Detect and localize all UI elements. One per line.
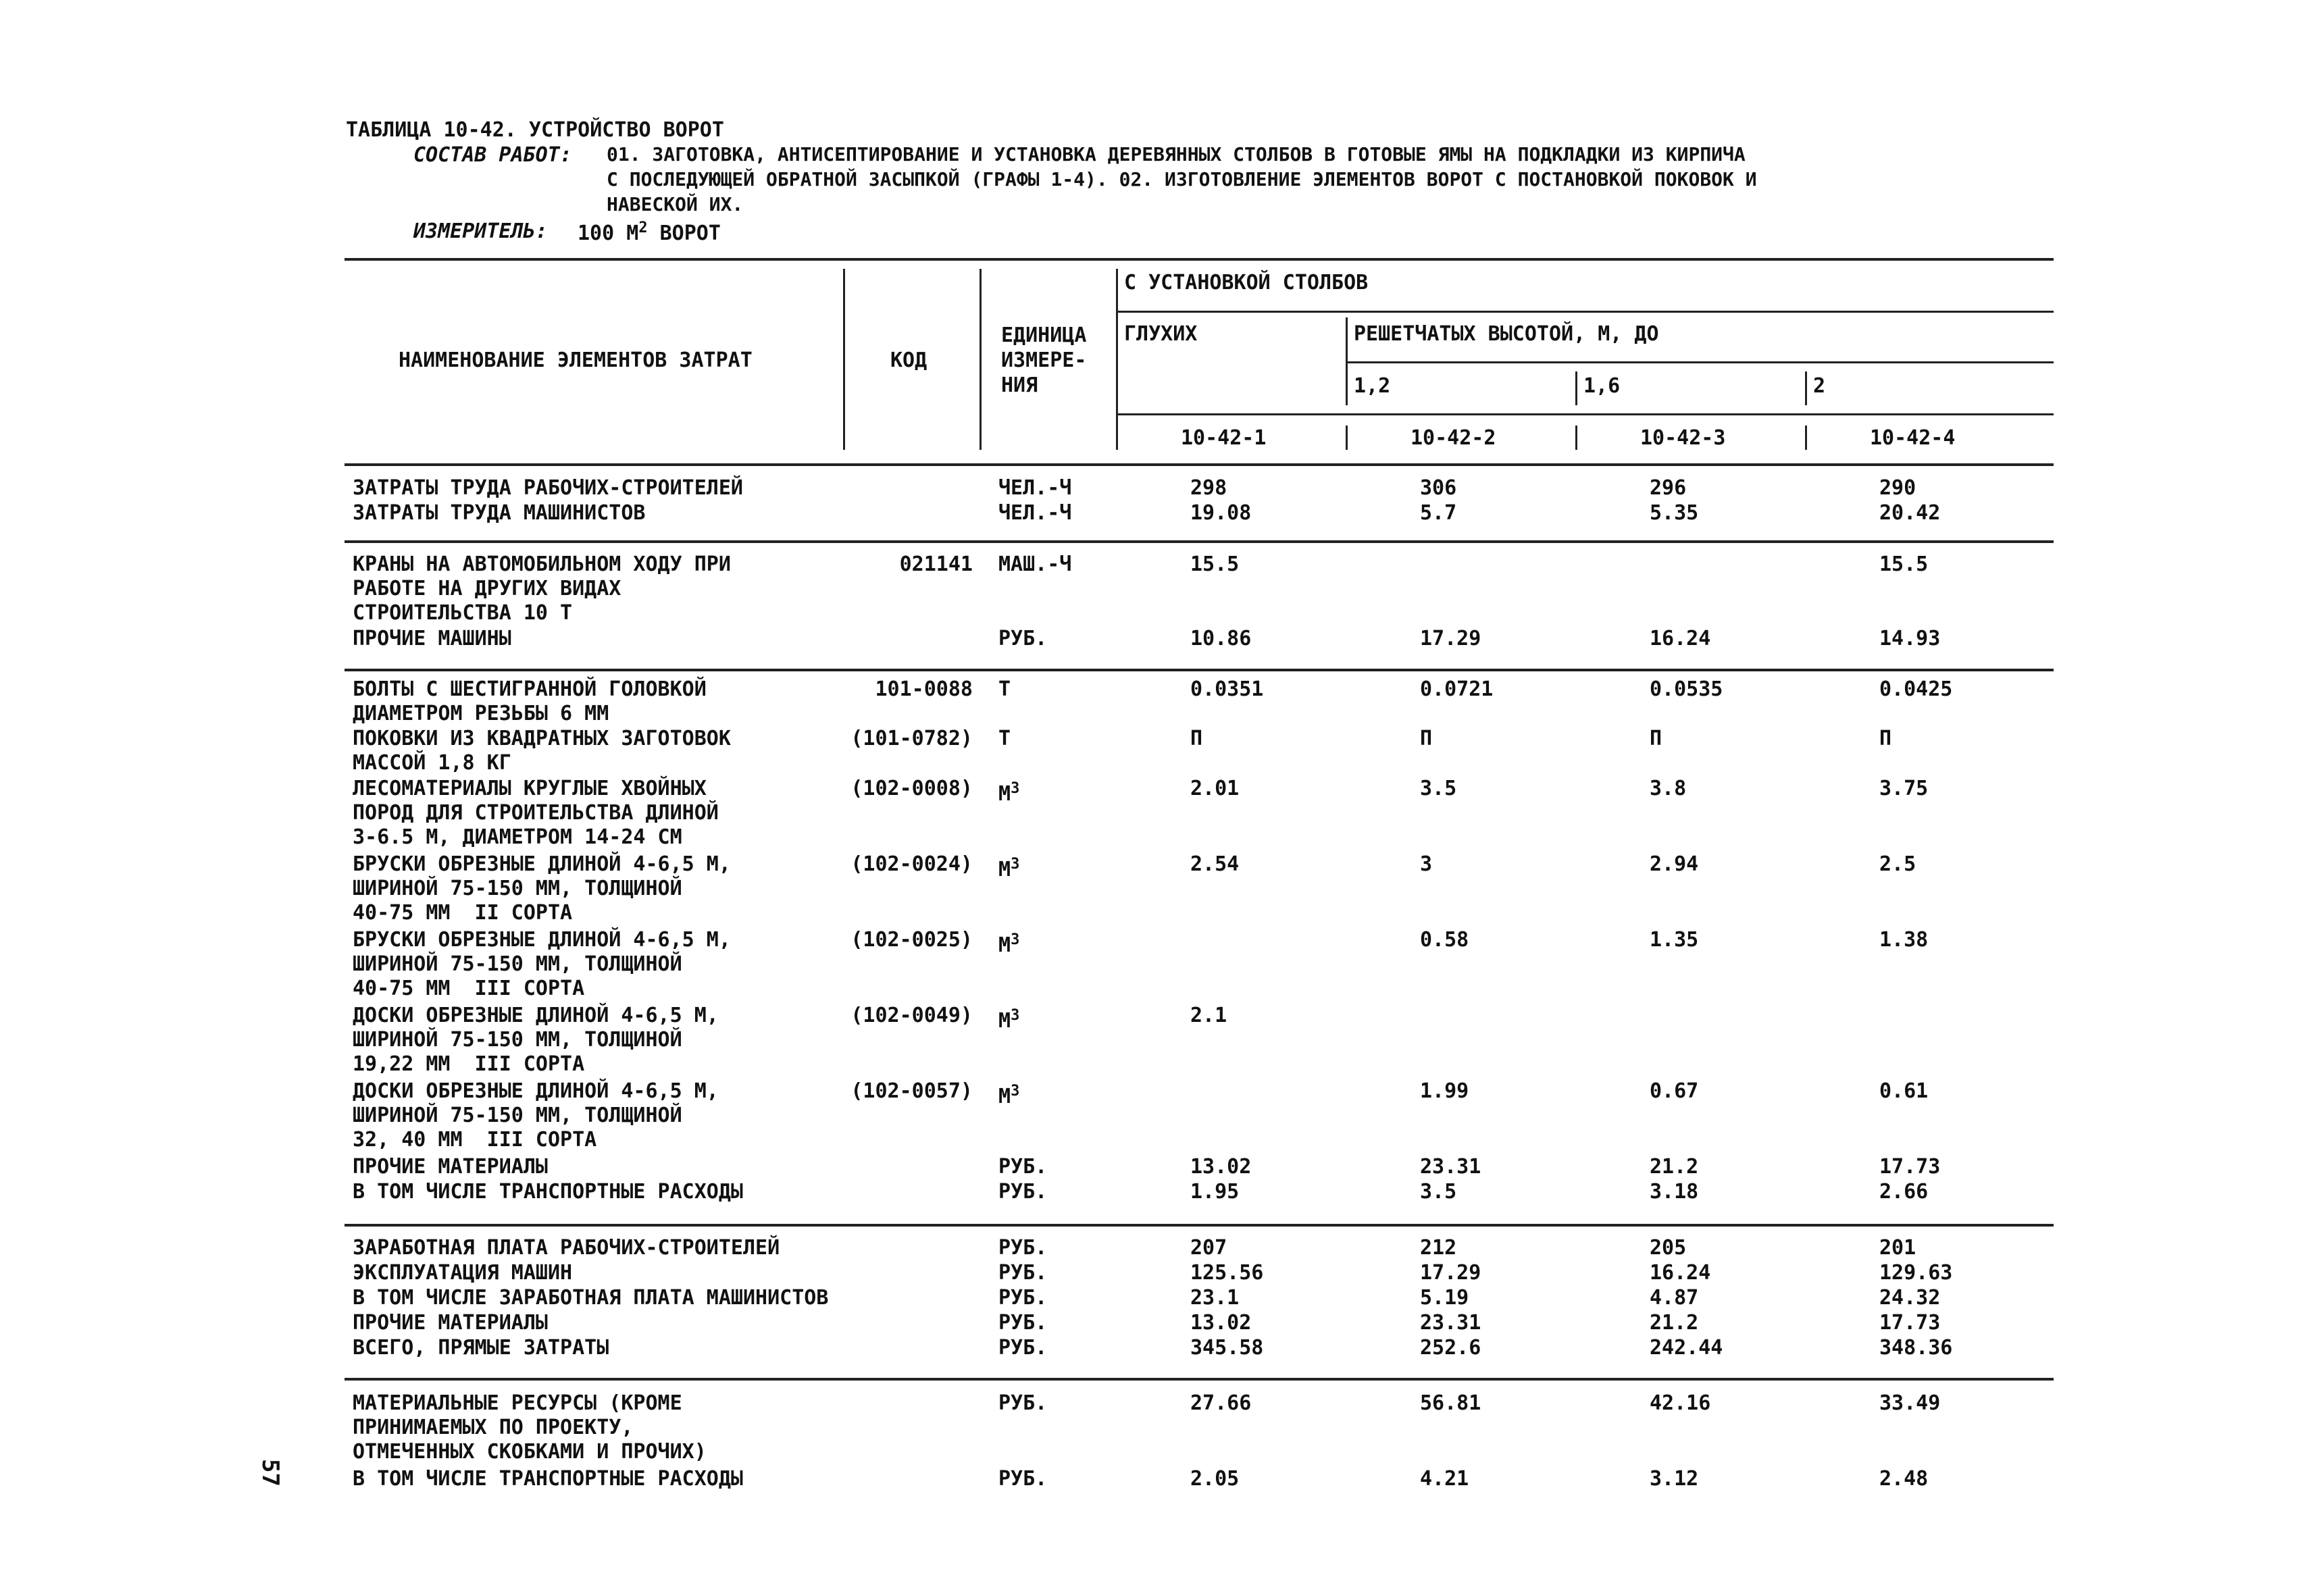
row-value-2: 56.81	[1420, 1391, 1481, 1415]
row-unit: РУБ.	[998, 1261, 1048, 1285]
row-name: БОЛТЫ С ШЕСТИГРАННОЙ ГОЛОВКОЙ ДИАМЕТРОМ РЕЗЬБЫ 6 ММ	[353, 677, 707, 725]
row-name: ПРОЧИЕ МАТЕРИАЛЫ	[353, 1311, 548, 1335]
row-code: (101-0782)	[850, 727, 973, 750]
row-value-3: 4.87	[1650, 1286, 1699, 1310]
row-value-2: 306	[1420, 476, 1457, 500]
row-code: (102-0024)	[850, 852, 973, 876]
row-unit	[998, 1079, 1019, 1109]
col-name-header: НАИМЕНОВАНИЕ ЭЛЕМЕНТОВ ЗАТРАТ	[399, 349, 753, 372]
row-value-1: 23.1	[1190, 1286, 1240, 1310]
row-value-2: 5.7	[1420, 501, 1457, 525]
row-value-3: 1.35	[1650, 928, 1699, 952]
row-unit: РУБ.	[998, 1155, 1048, 1179]
row-name: МАТЕРИАЛЬНЫЕ РЕСУРСЫ (КРОМЕ ПРИНИМАЕМЫХ ПО ПРОЕКТУ, ОТМЕЧЕННЫХ СКОБКАМИ И ПРОЧИХ)	[353, 1391, 707, 1464]
row-value-3: 242.44	[1650, 1336, 1723, 1360]
meter-unit: ВОРОТ	[659, 222, 721, 245]
row-value-4: 24.32	[1879, 1286, 1941, 1310]
row-value-4: 33.49	[1879, 1391, 1941, 1415]
row-unit: ЧЕЛ.-Ч	[998, 476, 1072, 500]
row-code: (102-0008)	[850, 777, 973, 800]
row-unit: РУБ.	[998, 627, 1048, 650]
unit-text: М	[998, 933, 1011, 957]
row-value-2: 4.21	[1420, 1467, 1469, 1491]
row-name: ЗАТРАТЫ ТРУДА МАШИНИСТОВ	[353, 501, 646, 525]
row-value-4: 129.63	[1879, 1261, 1953, 1285]
row-unit: РУБ.	[998, 1336, 1048, 1360]
header-sep-1	[843, 269, 845, 450]
header-line-lattice	[1346, 361, 2054, 363]
row-unit: РУБ.	[998, 1467, 1048, 1491]
code-col-4: 10-42-4	[1870, 426, 1956, 450]
row-name: ЛЕСОМАТЕРИАЛЫ КРУГЛЫЕ ХВОЙНЫХ ПОРОД ДЛЯ СТРОИТЕЛЬСТВА ДЛИНОЙ 3-6.5 М, ДИАМЕТРОМ 14-24 СМ	[353, 777, 719, 849]
row-value-1: 345.58	[1190, 1336, 1264, 1360]
row-value-2: 17.29	[1420, 1261, 1481, 1285]
row-value-1: 2.54	[1190, 852, 1240, 876]
meter-value	[578, 220, 721, 245]
row-unit: РУБ.	[998, 1180, 1048, 1204]
unit-superscript: 3	[1011, 1007, 1020, 1024]
header-line-codes	[1116, 413, 2054, 415]
row-value-2: П	[1420, 727, 1433, 750]
row-name: БРУСКИ ОБРЕЗНЫЕ ДЛИНОЙ 4-6,5 М, ШИРИНОЙ 75-150 ММ, ТОЛЩИНОЙ 40-75 ММ II СОРТА	[353, 852, 731, 925]
meter-number: 100 М	[578, 222, 639, 245]
unit-text: М	[998, 1009, 1011, 1033]
row-value-1: 10.86	[1190, 627, 1252, 650]
row-value-1: 13.02	[1190, 1311, 1252, 1335]
meter-label: ИЗМЕРИТЕЛЬ:	[413, 220, 548, 243]
row-value-3: 205	[1650, 1236, 1687, 1260]
lattice-header: РЕШЕТЧАТЫХ ВЫСОТОЙ, М, ДО	[1354, 322, 1659, 346]
row-value-4: 348.36	[1879, 1336, 1953, 1360]
row-unit	[998, 928, 1019, 958]
row-value-4: 0.0425	[1879, 677, 1953, 701]
row-value-1: 207	[1190, 1236, 1227, 1260]
row-value-2: 0.0721	[1420, 677, 1494, 701]
height-1-header: 1,2	[1354, 374, 1391, 398]
work-line-1: 01. ЗАГОТОВКА, АНТИСЕПТИРОВАНИЕ И УСТАНОВКА ДЕРЕВЯННЫХ СТОЛБОВ В ГОТОВЫЕ ЯМЫ НА ПОДКЛАДКИ ИЗ КИРПИЧА	[607, 143, 1746, 165]
section-rule-2	[345, 669, 2054, 671]
height-2-header: 1,6	[1583, 374, 1621, 398]
row-value-1: 15.5	[1190, 552, 1240, 576]
table-title: ТАБЛИЦА 10-42. УСТРОЙСТВО ВОРОТ	[346, 118, 724, 142]
row-value-4: 1.38	[1879, 928, 1929, 952]
col-unit-header-2: ИЗМЕРЕ-	[1001, 349, 1087, 372]
table-top-rule	[345, 258, 2054, 261]
row-value-2: 5.19	[1420, 1286, 1469, 1310]
row-value-1: 2.01	[1190, 777, 1240, 800]
header-bottom-rule	[345, 463, 2054, 466]
row-name: В ТОМ ЧИСЛЕ ТРАНСПОРТНЫЕ РАСХОДЫ	[353, 1467, 743, 1491]
row-value-4: 20.42	[1879, 501, 1941, 525]
row-value-4: 17.73	[1879, 1155, 1941, 1179]
row-value-3: 3.18	[1650, 1180, 1699, 1204]
section-rule-3	[345, 1224, 2054, 1227]
unit-superscript: 3	[1011, 856, 1020, 873]
row-code: 101-0088	[875, 677, 973, 701]
row-unit: РУБ.	[998, 1236, 1048, 1260]
row-unit: Т	[998, 727, 1011, 750]
work-label: СОСТАВ РАБОТ:	[413, 143, 572, 167]
unit-text: М	[998, 782, 1011, 806]
header-sep-2	[980, 269, 982, 450]
row-value-1: 298	[1190, 476, 1227, 500]
row-value-4: П	[1879, 727, 1892, 750]
row-value-4: 2.5	[1879, 852, 1916, 876]
row-code: 021141	[899, 552, 973, 576]
unit-superscript: 3	[1011, 780, 1020, 797]
unit-superscript: 3	[1011, 1083, 1020, 1100]
row-value-1: 2.05	[1190, 1467, 1240, 1491]
row-value-4: 15.5	[1879, 552, 1929, 576]
row-value-2: 3	[1420, 852, 1433, 876]
row-unit	[998, 777, 1019, 806]
row-value-2: 23.31	[1420, 1311, 1481, 1335]
section-rule-1	[345, 540, 2054, 543]
height-3-header: 2	[1813, 374, 1826, 398]
row-value-3: 0.0535	[1650, 677, 1723, 701]
code-col-1: 10-42-1	[1181, 426, 1267, 450]
row-unit: МАШ.-Ч	[998, 552, 1072, 576]
row-value-4: 2.48	[1879, 1467, 1929, 1491]
row-name: ВСЕГО, ПРЯМЫЕ ЗАТРАТЫ	[353, 1336, 609, 1360]
header-sep-7	[1575, 426, 1577, 450]
unit-superscript: 3	[1011, 931, 1020, 948]
row-value-1: 13.02	[1190, 1155, 1252, 1179]
row-code: (102-0049)	[850, 1004, 973, 1027]
row-value-3: 42.16	[1650, 1391, 1711, 1415]
row-unit: РУБ.	[998, 1391, 1048, 1415]
page-number: 57	[257, 1459, 284, 1487]
row-value-3: 3.8	[1650, 777, 1687, 800]
row-name: ЭКСПЛУАТАЦИЯ МАШИН	[353, 1261, 573, 1285]
row-unit: РУБ.	[998, 1286, 1048, 1310]
row-value-3: 0.67	[1650, 1079, 1699, 1103]
header-sep-8	[1805, 371, 1807, 405]
row-name: В ТОМ ЧИСЛЕ ЗАРАБОТНАЯ ПЛАТА МАШИНИСТОВ	[353, 1286, 829, 1310]
row-value-2: 1.99	[1420, 1079, 1469, 1103]
unit-text: М	[998, 858, 1011, 881]
row-name: КРАНЫ НА АВТОМОБИЛЬНОМ ХОДУ ПРИ РАБОТЕ НА ДРУГИХ ВИДАХ СТРОИТЕЛЬСТВА 10 Т	[353, 552, 731, 625]
blind-header: ГЛУХИХ	[1124, 322, 1198, 346]
row-value-2: 3.5	[1420, 777, 1457, 800]
row-value-3: 16.24	[1650, 627, 1711, 650]
header-sep-6	[1575, 371, 1577, 405]
row-value-4: 290	[1879, 476, 1916, 500]
meter-sup: 2	[638, 220, 648, 236]
row-value-1: 0.0351	[1190, 677, 1264, 701]
row-unit	[998, 852, 1019, 882]
row-value-3: 2.94	[1650, 852, 1699, 876]
row-value-1: 2.1	[1190, 1004, 1227, 1027]
unit-text: М	[998, 1085, 1011, 1108]
col-unit-header-1: ЕДИНИЦА	[1001, 324, 1087, 347]
row-value-3: 21.2	[1650, 1155, 1699, 1179]
row-name: ДОСКИ ОБРЕЗНЫЕ ДЛИНОЙ 4-6,5 М, ШИРИНОЙ 75-150 ММ, ТОЛЩИНОЙ 32, 40 ММ III СОРТА	[353, 1079, 719, 1152]
row-name: ДОСКИ ОБРЕЗНЫЕ ДЛИНОЙ 4-6,5 М, ШИРИНОЙ 75-150 ММ, ТОЛЩИНОЙ 19,22 ММ III СОРТА	[353, 1004, 719, 1076]
row-value-1: П	[1190, 727, 1203, 750]
row-unit: ЧЕЛ.-Ч	[998, 501, 1072, 525]
row-value-2: 212	[1420, 1236, 1457, 1260]
row-value-4: 0.61	[1879, 1079, 1929, 1103]
work-line-2: С ПОСЛЕДУЮЩЕЙ ОБРАТНОЙ ЗАСЫПКОЙ (ГРАФЫ 1-4). 02. ИЗГОТОВЛЕНИЕ ЭЛЕМЕНТОВ ВОРОТ С ПОСТАНОВКОЙ ПОКОВОК И	[607, 168, 1757, 190]
row-value-2: 252.6	[1420, 1336, 1481, 1360]
row-name: ПРОЧИЕ МАШИНЫ	[353, 627, 511, 650]
col-code-header: КОД	[890, 349, 927, 372]
header-sep-5	[1346, 426, 1348, 450]
row-value-2: 17.29	[1420, 627, 1481, 650]
row-value-4: 3.75	[1879, 777, 1929, 800]
row-value-1: 1.95	[1190, 1180, 1240, 1204]
code-col-3: 10-42-3	[1640, 426, 1726, 450]
row-value-4: 14.93	[1879, 627, 1941, 650]
row-value-3: 3.12	[1650, 1467, 1699, 1491]
group-header: С УСТАНОВКОЙ СТОЛБОВ	[1124, 271, 1369, 294]
work-line-3: НАВЕСКОЙ ИХ.	[607, 193, 744, 215]
code-col-2: 10-42-2	[1410, 426, 1496, 450]
row-value-4: 17.73	[1879, 1311, 1941, 1335]
row-value-1: 19.08	[1190, 501, 1252, 525]
section-rule-4	[345, 1378, 2054, 1381]
row-value-3: 21.2	[1650, 1311, 1699, 1335]
row-unit: Т	[998, 677, 1011, 701]
header-sep-9	[1805, 426, 1807, 450]
row-value-3: 5.35	[1650, 501, 1699, 525]
row-value-2: 3.5	[1420, 1180, 1457, 1204]
row-name: ПРОЧИЕ МАТЕРИАЛЫ	[353, 1155, 548, 1179]
row-value-1: 125.56	[1190, 1261, 1264, 1285]
header-line-group	[1116, 311, 2054, 313]
row-name: ЗАРАБОТНАЯ ПЛАТА РАБОЧИХ-СТРОИТЕЛЕЙ	[353, 1236, 780, 1260]
row-value-3: 16.24	[1650, 1261, 1711, 1285]
row-value-4: 2.66	[1879, 1180, 1929, 1204]
row-name: ПОКОВКИ ИЗ КВАДРАТНЫХ ЗАГОТОВОК МАССОЙ 1,8 КГ	[353, 727, 731, 775]
row-value-3: 296	[1650, 476, 1687, 500]
row-unit: РУБ.	[998, 1311, 1048, 1335]
row-unit	[998, 1004, 1019, 1033]
row-value-4: 201	[1879, 1236, 1916, 1260]
row-name: В ТОМ ЧИСЛЕ ТРАНСПОРТНЫЕ РАСХОДЫ	[353, 1180, 743, 1204]
row-value-2: 0.58	[1420, 928, 1469, 952]
row-value-2: 23.31	[1420, 1155, 1481, 1179]
header-sep-3	[1116, 269, 1118, 450]
row-name: БРУСКИ ОБРЕЗНЫЕ ДЛИНОЙ 4-6,5 М, ШИРИНОЙ 75-150 ММ, ТОЛЩИНОЙ 40-75 ММ III СОРТА	[353, 928, 731, 1000]
col-unit-header-3: НИЯ	[1001, 374, 1038, 397]
row-name: ЗАТРАТЫ ТРУДА РАБОЧИХ-СТРОИТЕЛЕЙ	[353, 476, 743, 500]
row-value-1: 27.66	[1190, 1391, 1252, 1415]
row-code: (102-0025)	[850, 928, 973, 952]
row-value-3: П	[1650, 727, 1662, 750]
row-code: (102-0057)	[850, 1079, 973, 1103]
